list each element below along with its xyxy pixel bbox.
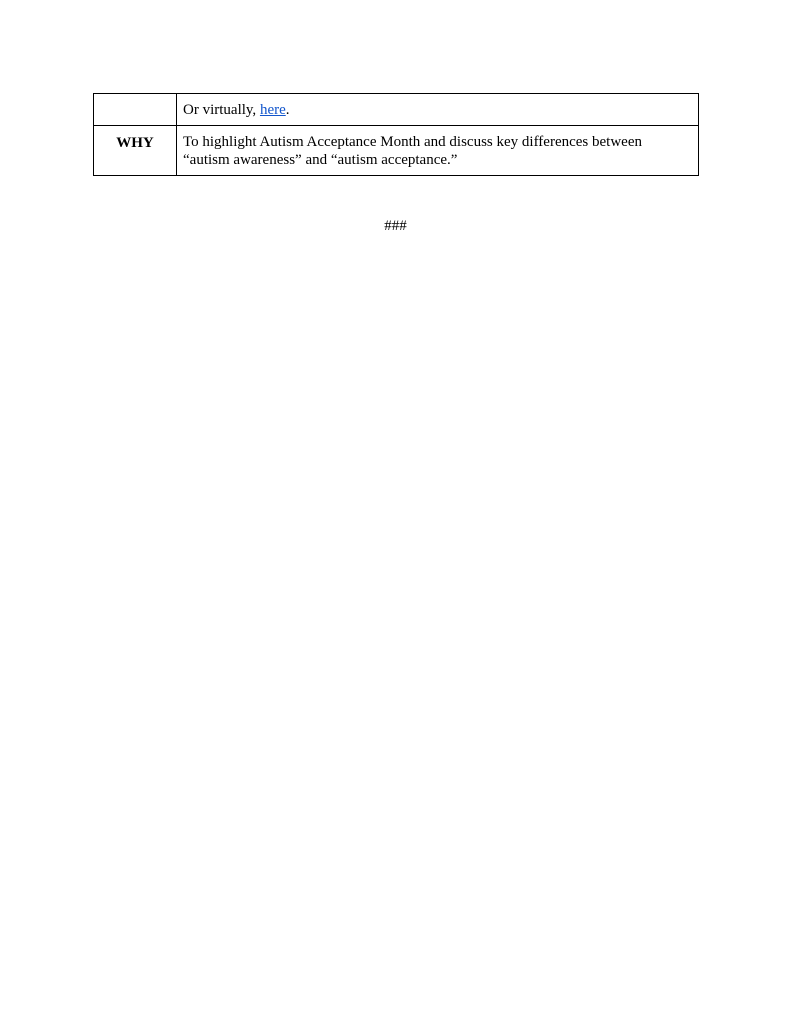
value-suffix-text: .	[285, 102, 290, 118]
table-row	[94, 94, 699, 126]
table-row	[94, 126, 699, 176]
end-of-document-mark: ###	[384, 218, 407, 234]
row-label	[94, 94, 177, 126]
virtual-link[interactable]: here	[259, 102, 286, 118]
value-prefix-text: Or virtually,	[183, 102, 260, 118]
row-value	[177, 94, 699, 126]
details-table	[93, 93, 699, 176]
row-value-why: To highlight Autism Acceptance Month and discuss key differences between “autism awareness” and “autism acceptance.”	[177, 126, 699, 176]
row-label-why: WHY	[94, 126, 177, 176]
